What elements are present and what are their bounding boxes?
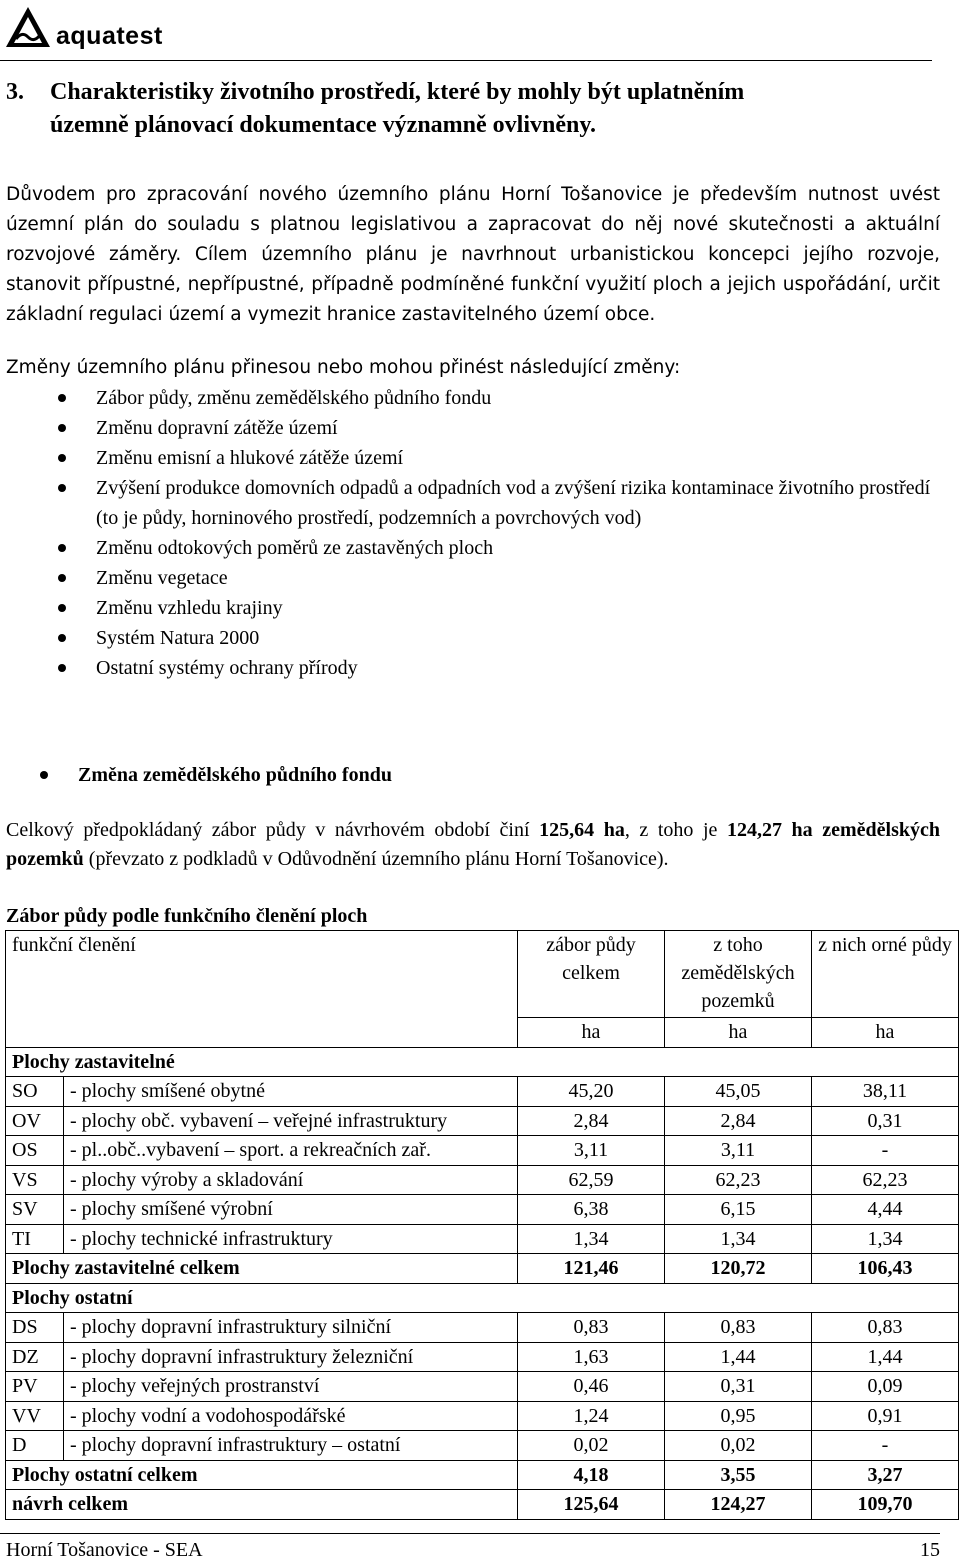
row-arable: 0,31 <box>812 1106 959 1136</box>
total-ha: 125,64 ha <box>539 819 625 841</box>
heading-line-1: Charakteristiky životního prostředí, které by mohly být uplatněním <box>50 79 745 105</box>
table-grand-total-row <box>6 1490 959 1520</box>
logo-text: aquatest <box>56 22 163 50</box>
table-row <box>6 1342 959 1372</box>
section-heading-3 <box>6 76 942 142</box>
heading-number: 3. <box>6 79 24 105</box>
zpf-heading-text: Změna zemědělského půdního fondu <box>78 764 392 786</box>
table-row <box>6 1136 959 1166</box>
row-agri: 1,34 <box>665 1224 812 1254</box>
summary-label: Plochy zastavitelné celkem <box>6 1254 518 1284</box>
grand-total-label: návrh celkem <box>6 1490 518 1520</box>
total-text-2: , z toho je <box>624 819 727 841</box>
row-code: PV <box>6 1372 64 1402</box>
land-use-table <box>5 930 959 1520</box>
row-total: 3,11 <box>518 1136 665 1166</box>
row-code: DS <box>6 1313 64 1343</box>
row-agri: 45,05 <box>665 1077 812 1107</box>
row-total: 6,38 <box>518 1195 665 1225</box>
row-code: SV <box>6 1195 64 1225</box>
total-text-1: Celkový předpokládaný zábor půdy v návrhovém období činí <box>6 819 540 841</box>
footer-divider <box>0 1533 940 1534</box>
row-arable: 0,91 <box>812 1401 959 1431</box>
row-code: VS <box>6 1165 64 1195</box>
summary-arable: 3,27 <box>812 1460 959 1490</box>
table-row <box>6 1077 959 1107</box>
table-header-row <box>6 931 959 1018</box>
row-total: 1,63 <box>518 1342 665 1372</box>
intro-paragraph: Důvodem pro zpracování nového územního plánu Horní Tošanovice je především nutnost uvést územní plán do souladu s platnou legislativou a zapracovat do něj nové skutečnosti a aktuální rozvojové záměry. Cílem územního plánu je navrhnout urbanistickou koncepci jejího rozvoje, stanovit přípustné, nepřípustné, případně podmíněné funkční využití ploch a jejich uspořádání, určit základní regulaci území a vymezit hranice zastavitelného území obce. <box>6 184 940 325</box>
summary-arable: 106,43 <box>812 1254 959 1284</box>
row-total: 0,02 <box>518 1431 665 1461</box>
row-agri: 6,15 <box>665 1195 812 1225</box>
row-name: - plochy smíšené obytné <box>64 1077 518 1107</box>
header-agri: z toho zemědělských pozemků <box>665 931 812 1018</box>
list-item: Změnu vegetace <box>6 563 940 593</box>
grand-total-total: 125,64 <box>518 1490 665 1520</box>
table-row <box>6 1372 959 1402</box>
grand-total-agri: 124,27 <box>665 1490 812 1520</box>
table-summary-row <box>6 1254 959 1284</box>
table-row <box>6 1313 959 1343</box>
section-title: Plochy zastavitelné <box>6 1047 959 1077</box>
aquatest-logo-icon <box>4 5 52 49</box>
row-total: 2,84 <box>518 1106 665 1136</box>
heading-line-2: územně plánovací dokumentace významně ovlivněny. <box>50 112 597 138</box>
row-code: D <box>6 1431 64 1461</box>
row-name: - plochy smíšené výrobní <box>64 1195 518 1225</box>
row-name: - plochy vodní a vodohospodářské <box>64 1401 518 1431</box>
row-agri: 2,84 <box>665 1106 812 1136</box>
list-item: Změnu dopravní zátěže území <box>6 413 940 443</box>
list-item: Změnu vzhledu krajiny <box>6 593 940 623</box>
row-code: VV <box>6 1401 64 1431</box>
table-row <box>6 1401 959 1431</box>
summary-total: 4,18 <box>518 1460 665 1490</box>
row-agri: 62,23 <box>665 1165 812 1195</box>
unit-agri: ha <box>665 1018 812 1048</box>
table-summary-row <box>6 1460 959 1490</box>
row-code: SO <box>6 1077 64 1107</box>
list-item: Zábor půdy, změnu zemědělského půdního fondu <box>6 383 940 413</box>
table-section-row <box>6 1283 959 1313</box>
row-name: - plochy dopravní infrastruktury silniční <box>64 1313 518 1343</box>
total-text-3: (převzato z podkladů v Odůvodnění územního plánu Horní Tošanovice). <box>83 848 669 870</box>
row-code: OV <box>6 1106 64 1136</box>
row-arable: 1,44 <box>812 1342 959 1372</box>
table-section-row <box>6 1047 959 1077</box>
row-agri: 0,02 <box>665 1431 812 1461</box>
table-row <box>6 1106 959 1136</box>
row-total: 1,24 <box>518 1401 665 1431</box>
header-total: zábor půdy celkem <box>518 931 665 1018</box>
bullet-icon <box>40 771 48 779</box>
row-code: TI <box>6 1224 64 1254</box>
row-code: DZ <box>6 1342 64 1372</box>
summary-agri: 3,55 <box>665 1460 812 1490</box>
zpf-heading <box>6 760 940 790</box>
page-header <box>0 0 960 56</box>
page-number: 15 <box>920 1539 940 1561</box>
row-total: 0,83 <box>518 1313 665 1343</box>
table-row <box>6 1431 959 1461</box>
header-arable: z nich orné půdy <box>812 931 959 1018</box>
header-functional: funkční členění <box>6 931 518 1048</box>
row-arable: 38,11 <box>812 1077 959 1107</box>
summary-agri: 120,72 <box>665 1254 812 1284</box>
row-arable: - <box>812 1431 959 1461</box>
summary-total: 121,46 <box>518 1254 665 1284</box>
agri-ha: 124,27 ha zemědělských pozemků <box>6 819 941 870</box>
row-arable: 0,83 <box>812 1313 959 1343</box>
row-name: - pl..obč..vybavení – sport. a rekreačních zař. <box>64 1136 518 1166</box>
row-agri: 3,11 <box>665 1136 812 1166</box>
row-agri: 0,31 <box>665 1372 812 1402</box>
row-agri: 1,44 <box>665 1342 812 1372</box>
table-title: Zábor půdy podle funkčního členění ploch <box>6 905 368 927</box>
header-divider <box>0 60 932 61</box>
row-code: OS <box>6 1136 64 1166</box>
aquatest-logo <box>4 2 163 51</box>
unit-arable: ha <box>812 1018 959 1048</box>
total-paragraph <box>6 816 940 874</box>
footer-title: Horní Tošanovice - SEA <box>6 1539 203 1561</box>
row-arable: 62,23 <box>812 1165 959 1195</box>
row-agri: 0,83 <box>665 1313 812 1343</box>
row-total: 45,20 <box>518 1077 665 1107</box>
changes-list <box>6 383 940 683</box>
row-name: - plochy dopravní infrastruktury železniční <box>64 1342 518 1372</box>
row-name: - plochy výroby a skladování <box>64 1165 518 1195</box>
list-item: Změnu emisní a hlukové zátěže území <box>6 443 940 473</box>
list-item: Systém Natura 2000 <box>6 623 940 653</box>
row-agri: 0,95 <box>665 1401 812 1431</box>
row-name: - plochy dopravní infrastruktury – ostatní <box>64 1431 518 1461</box>
section-title: Plochy ostatní <box>6 1283 959 1313</box>
row-arable: - <box>812 1136 959 1166</box>
changes-intro: Změny územního plánu přinesou nebo mohou přinést následující změny: <box>6 357 681 378</box>
row-total: 1,34 <box>518 1224 665 1254</box>
unit-total: ha <box>518 1018 665 1048</box>
grand-total-arable: 109,70 <box>812 1490 959 1520</box>
table-row <box>6 1195 959 1225</box>
row-name: - plochy technické infrastruktury <box>64 1224 518 1254</box>
list-item: Ostatní systémy ochrany přírody <box>6 653 940 683</box>
list-item: Změnu odtokových poměrů ze zastavěných ploch <box>6 533 940 563</box>
summary-label: Plochy ostatní celkem <box>6 1460 518 1490</box>
row-arable: 1,34 <box>812 1224 959 1254</box>
row-arable: 4,44 <box>812 1195 959 1225</box>
row-total: 62,59 <box>518 1165 665 1195</box>
table-row <box>6 1165 959 1195</box>
row-total: 0,46 <box>518 1372 665 1402</box>
row-name: - plochy obč. vybavení – veřejné infrastruktury <box>64 1106 518 1136</box>
row-name: - plochy veřejných prostranství <box>64 1372 518 1402</box>
list-item: Zvýšení produkce domovních odpadů a odpadních vod a zvýšení rizika kontaminace životního prostředí (to je půdy, horninového prostředí, podzemních a povrchových vod) <box>6 473 940 533</box>
table-row <box>6 1224 959 1254</box>
row-arable: 0,09 <box>812 1372 959 1402</box>
